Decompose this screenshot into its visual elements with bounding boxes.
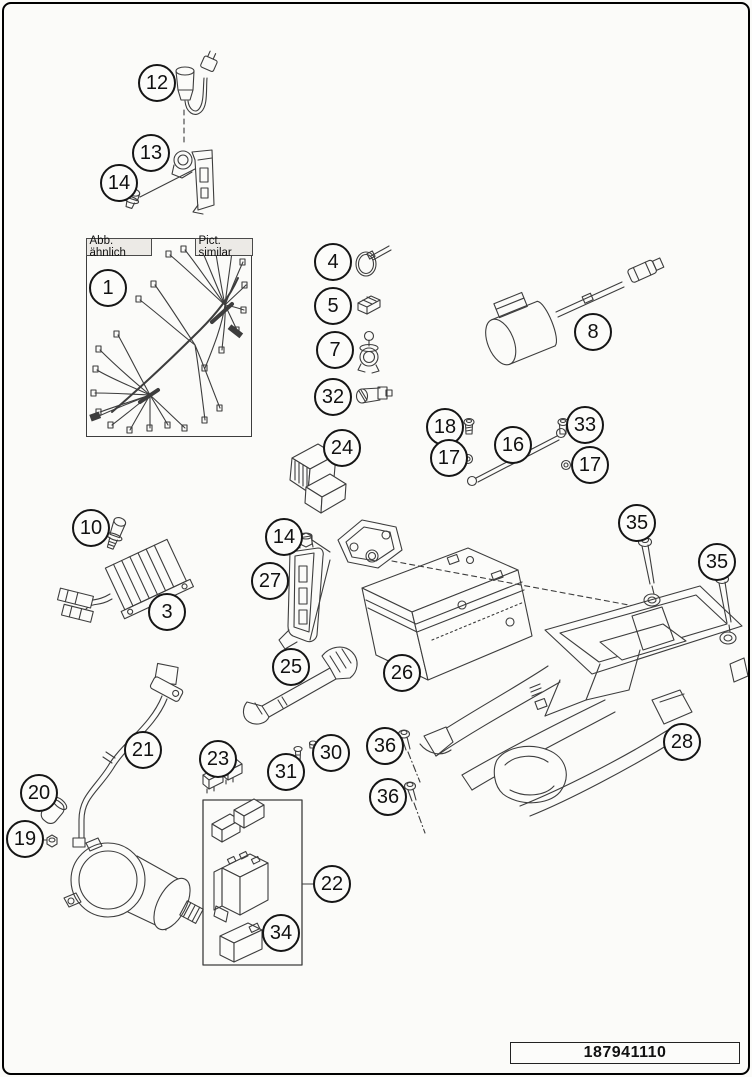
callout-24: 24 [323,429,361,467]
callout-22: 22 [313,865,351,903]
callout-31: 31 [267,753,305,791]
callout-23: 23 [199,740,237,778]
callout-21: 21 [124,731,162,769]
callout-16: 16 [494,426,532,464]
callout-10: 10 [72,509,110,547]
callout-34: 34 [262,914,300,952]
callout-17-right: 17 [571,446,609,484]
callout-18: 18 [426,408,464,446]
part-number-box [510,1042,740,1064]
harness-picture-box [86,234,252,437]
callout-14-mid: 14 [265,518,303,556]
callout-25: 25 [272,648,310,686]
callout-26: 26 [383,654,421,692]
callout-14-top: 14 [100,164,138,202]
callout-7: 7 [316,331,354,369]
callout-33: 33 [566,406,604,444]
callout-32: 32 [314,378,352,416]
clamp-5-drawing [358,296,380,314]
callout-13: 13 [132,134,170,172]
callout-12: 12 [138,64,176,102]
relay-34-drawing [220,923,262,962]
cable-tie-drawing [356,246,391,276]
callout-19: 19 [6,820,44,858]
part-number: 187941110 [583,1044,667,1061]
callout-36-bottom: 36 [369,778,407,816]
callout-36-top: 36 [366,727,404,765]
holder-7-drawing [358,332,379,374]
callout-4: 4 [314,243,352,281]
callout-27: 27 [251,562,289,600]
callout-28: 28 [663,723,701,761]
callout-5: 5 [314,287,352,325]
label-pict-similar: Pict. similar [195,238,253,256]
spark-plug-cap-drawing [176,50,220,144]
label-abb-aehnlich: Abb. ähnlich [86,238,152,256]
callout-1: 1 [89,269,127,307]
callout-20: 20 [20,774,58,812]
starter-motor-drawing [64,658,212,943]
callout-30: 30 [312,734,350,772]
callout-8: 8 [574,313,612,351]
nut-19-drawing [44,835,57,847]
callout-35-left: 35 [618,504,656,542]
callout-17-left: 17 [430,439,468,477]
sensor-8-drawing [474,256,664,369]
callout-3: 3 [148,593,186,631]
connector-32-drawing [357,387,393,403]
callout-35-right: 35 [698,543,736,581]
